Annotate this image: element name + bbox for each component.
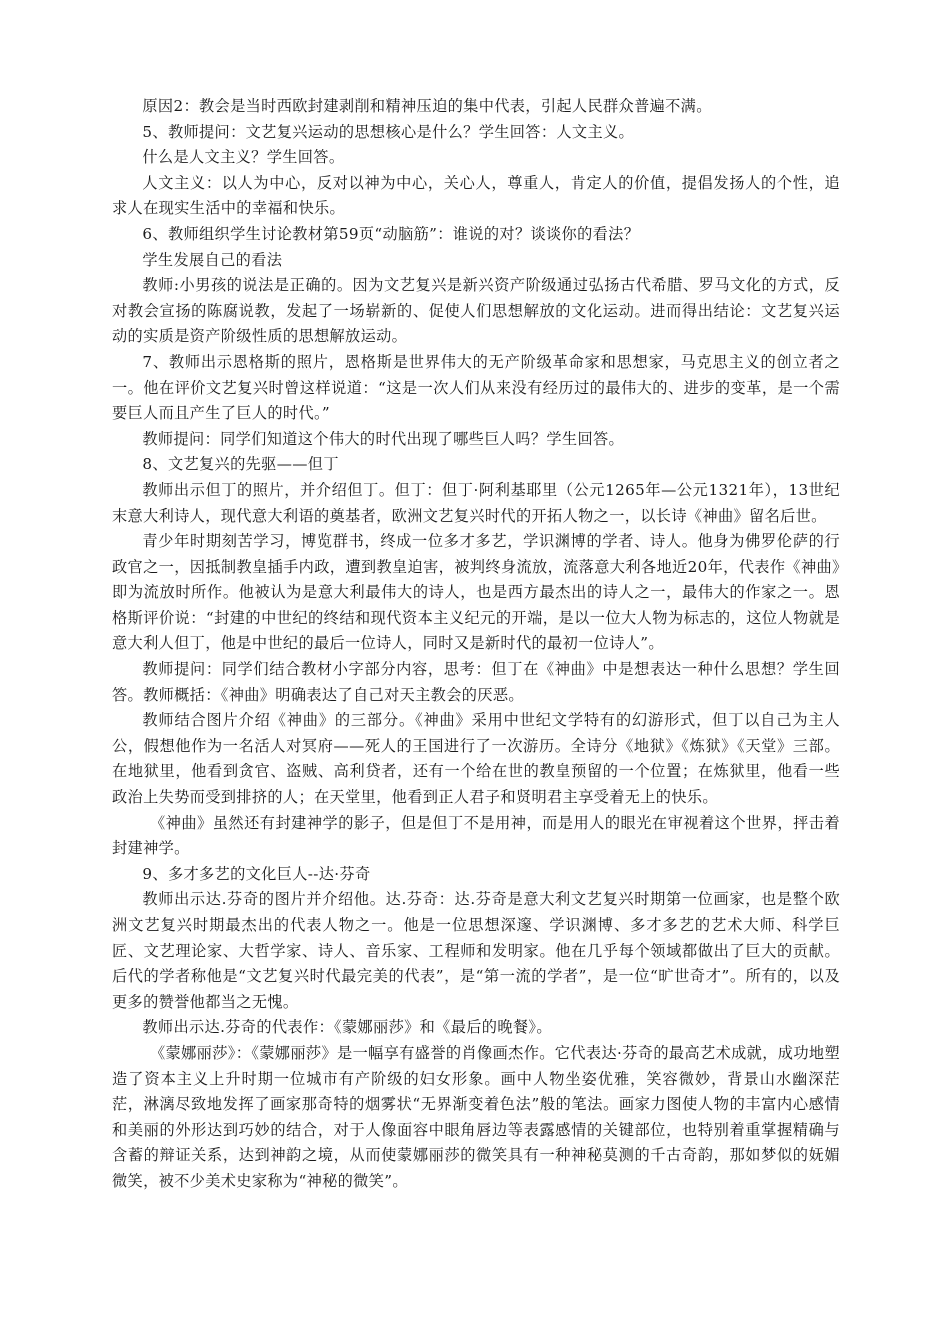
paragraph-giants-question: 教师提问：同学们知道这个伟大的时代出现了哪些巨人吗？学生回答。 [142,429,625,448]
paragraph-dante-life: 青少年时期刻苦学习，博览群书，终成一位多才多艺，学识渊博的学者、诗人。他身为佛罗伦萨的行政官之一，因抵制教皇插手内政，遭到教皇迫害，被判终身流放，流落意大利各地近20年，代表作《神曲》即为流放时所作。他被认为是意大利最伟大的诗人，也是西方最杰出的诗人之一，最伟大的作家之一。恩格斯评价说：“封建的中世纪的终结和现代资本主义纪元的开端，是以一位大人物为标志的，这位人物就是意大利人但丁，他是中世纪的最后一位诗人，同时又是新时代的最初一位诗人”。 [112,532,840,653]
paragraph-davinci-works: 教师出示达.芬奇的代表作：《蒙娜丽莎》和《最后的晚餐》。 [142,1018,552,1037]
paragraph-student-views: 学生发展自己的看法 [142,250,283,269]
paragraph-teacher-conclusion: 教师:小男孩的说法是正确的。因为文艺复兴是新兴资产阶级通过弘扬古代希腊、罗马文化的方式，反对教会宣扬的陈腐说教，发起了一场崭新的、促使人们思想解放的文化运动。进而得出结论：文艺复兴运动的实质是资产阶级性质的思想解放运动。 [112,276,840,346]
paragraph-humanism-definition: 人文主义：以人为中心，反对以神为中心，关心人，尊重人，肯定人的价值，提倡发扬人的个性，追求人在现实生活中的幸福和快乐。 [112,173,840,218]
paragraph-davinci-intro: 教师出示达.芬奇的图片并介绍他。达.芬奇：达.芬奇是意大利文艺复兴时期第一位画家，也是整个欧洲文艺复兴时期最杰出的代表人物之一。他是一位思想深邃、学识渊博、多才多艺的艺术大师、科学巨匠、文艺理论家、大哲学家、诗人、音乐家、工程师和发明家。他在几乎每个领域都做出了巨大的贡献。后代的学者称他是“文艺复兴时代最完美的代表”，是“第一流的学者”，是一位“旷世奇才”。所有的，以及更多的赞誉他都当之无愧。 [112,890,840,1011]
paragraph-engels-7: 7、教师出示恩格斯的照片，恩格斯是世界伟大的无产阶级革命家和思想家，马克思主义的创立者之一。他在评价文艺复兴时曾这样说道：“这是一次人们从来没有经历过的最伟大的、进步的变革，是一个需要巨人而且产生了巨人的时代。” [112,352,840,423]
paragraph-what-is-humanism: 什么是人文主义？学生回答。 [142,148,345,167]
paragraph-heading-dante-8: 8、文艺复兴的先驱——但丁 [142,455,339,474]
paragraph-heading-davinci-9: 9、多才多艺的文化巨人--达·芬奇 [142,864,371,883]
paragraph-divine-comedy-question: 教师提问：同学们结合教材小字部分内容，思考：但丁在《神曲》中是想表达一种什么思想？学生回答。教师概括：《神曲》明确表达了自己对天主教会的厌恶。 [112,660,840,704]
paragraph-dante-intro: 教师出示但丁的照片，并介绍但丁。但丁：但丁·阿利基耶里（公元1265年—公元1321年），13世纪末意大利诗人，现代意大利语的奠基者，欧洲文艺复兴时代的开拓人物之一，以长诗《神曲》留名后世。 [112,480,840,525]
paragraph-discussion-6: 6、教师组织学生讨论教材第59页“动脑筋”：谁说的对？谈谈你的看法？ [142,224,640,243]
paragraph-mona-lisa: 《蒙娜丽莎》：《蒙娜丽莎》是一幅享有盛誉的肖像画杰作。它代表达·芬奇的最高艺术成就，成功地塑造了资本主义上升时期一位城市有产阶级的妇女形象。画中人物坐姿优雅，笑容微妙，背景山水幽深茫茫，淋漓尽致地发挥了画家那奇特的烟雾状“无界渐变着色法”般的笔法。画家力图使人物的丰富内心感情和美丽的外形达到巧妙的结合，对于人像面容中眼角唇边等表露感情的关键部位，也特别着重掌握精确与含蓄的辩证关系，达到神韵之境，从而使蒙娜丽莎的微笑具有一种神秘莫测的千古奇韵，那如梦似的妩媚微笑，被不少美术史家称为“神秘的微笑”。 [112,1043,840,1190]
paragraph-divine-comedy-critique: 《神曲》虽然还有封建神学的影子，但是但丁不是用神，而是用人的眼光在审视着这个世界，抨击着封建神学。 [112,813,840,858]
document-page [112,94,840,1195]
paragraph-divine-comedy-parts: 教师结合图片介绍《神曲》的三部分。《神曲》采用中世纪文学特有的幻游形式，但丁以自己为主人公，假想他作为一名活人对冥府——死人的王国进行了一次游历。全诗分《地狱》《炼狱》《天堂》三部。在地狱里，他看到贪官、盗贼、高利贷者，还有一个给在世的教皇预留的一个位置；在炼狱里，他看一些政治上失势而受到排挤的人；在天堂里，他看到正人君子和贤明君主享受着无上的快乐。 [112,711,840,807]
paragraph-question-5: 5、教师提问：文艺复兴运动的思想核心是什么？学生回答：人文主义。 [142,122,635,141]
paragraph-reason-2: 原因2：教会是当时西欧封建剥削和精神压迫的集中代表，引起人民群众普遍不满。 [142,97,712,115]
